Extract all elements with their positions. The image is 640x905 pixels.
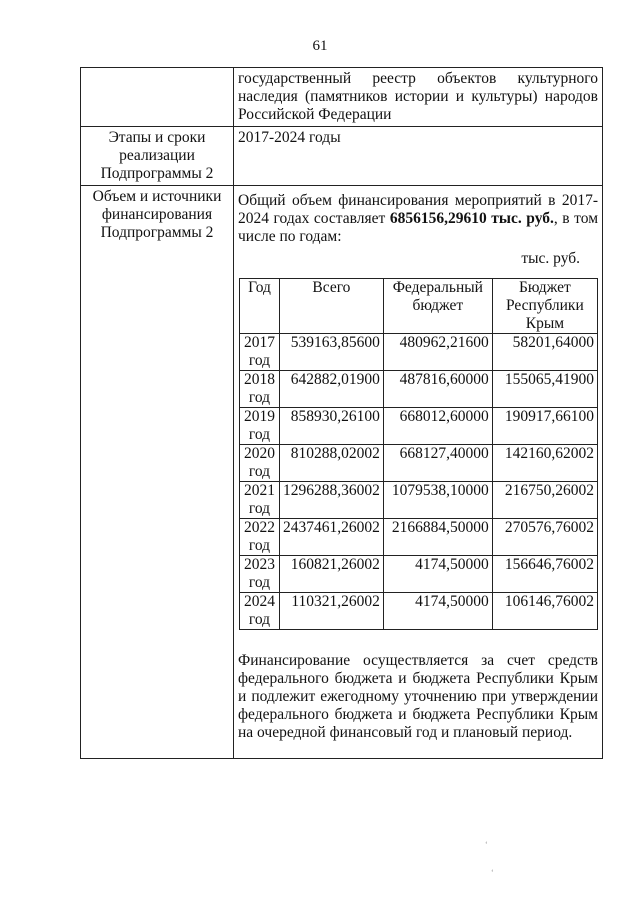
- financing-intro: [238, 188, 598, 246]
- scan-mark: ‘: [485, 840, 488, 849]
- year-cell: 2024 год: [240, 593, 280, 630]
- financing-rows: [240, 334, 598, 630]
- table-row: [240, 556, 598, 593]
- year-cell: 2020 год: [240, 445, 280, 482]
- year-cell: 2017 год: [240, 334, 280, 371]
- scan-mark: ‘: [491, 868, 494, 877]
- table-row: [240, 593, 598, 630]
- passport-table: [80, 67, 603, 759]
- table-row-registry: [81, 68, 603, 127]
- total-cell: 1296288,36002: [280, 482, 384, 519]
- table-row-financing: [81, 186, 603, 759]
- total-cell: 110321,26002: [280, 593, 384, 630]
- total-cell: 858930,26100: [280, 408, 384, 445]
- federal-cell: 1079538,10000: [383, 482, 492, 519]
- header-row: [240, 279, 598, 334]
- federal-cell: 2166884,50000: [383, 519, 492, 556]
- stages-label: Этапы и сроки реализации Подпрограммы 2: [81, 127, 234, 186]
- stages-value: 2017-2024 годы: [234, 127, 603, 186]
- table-row: [240, 408, 598, 445]
- table-row: [240, 445, 598, 482]
- federal-cell: 4174,50000: [383, 593, 492, 630]
- year-cell: 2019 год: [240, 408, 280, 445]
- year-cell: 2023 год: [240, 556, 280, 593]
- units-label: тыс. руб.: [521, 250, 580, 267]
- crimea-cell: 58201,64000: [492, 334, 597, 371]
- header-federal: Федеральный бюджет: [383, 279, 492, 334]
- total-cell: 160821,26002: [280, 556, 384, 593]
- table-row: [240, 371, 598, 408]
- financing-note: Финансирование осуществляется за счет средств федерального бюджета и бюджета Республики Крым и подлежит ежегодному уточнению при утверждении федерального бюджета и бюджета Республики Крым на очередной финансовый год и плановый период.: [238, 652, 598, 741]
- header-total: Всего: [280, 279, 384, 334]
- total-amount: 6856156,29610 тыс. руб.: [389, 210, 554, 227]
- total-cell: 810288,02002: [280, 445, 384, 482]
- crimea-cell: 155065,41900: [492, 371, 597, 408]
- year-cell: 2021 год: [240, 482, 280, 519]
- year-cell: 2022 год: [240, 519, 280, 556]
- federal-cell: 668127,40000: [383, 445, 492, 482]
- crimea-cell: 216750,26002: [492, 482, 597, 519]
- intro-after: , в том числе по годам:: [238, 210, 599, 245]
- table-row: [240, 482, 598, 519]
- federal-cell: 668012,60000: [383, 408, 492, 445]
- crimea-cell: 190917,66100: [492, 408, 597, 445]
- financing-cell: [234, 186, 603, 759]
- intro-before: Общий объем финансирования мероприятий в 2017-2024 годах составляет: [238, 192, 598, 227]
- crimea-cell: 270576,76002: [492, 519, 597, 556]
- total-cell: 642882,01900: [280, 371, 384, 408]
- crimea-cell: 156646,76002: [492, 556, 597, 593]
- federal-cell: 480962,21600: [383, 334, 492, 371]
- total-cell: 539163,85600: [280, 334, 384, 371]
- year-cell: 2018 год: [240, 371, 280, 408]
- table-row: [240, 334, 598, 371]
- table-row: [240, 519, 598, 556]
- crimea-cell: 142160,62002: [492, 445, 597, 482]
- crimea-cell: 106146,76002: [492, 593, 597, 630]
- header-crimea: Бюджет Республики Крым: [492, 279, 597, 334]
- financing-label: Объем и источники финансирования Подпрограммы 2: [81, 186, 234, 759]
- financing-by-year-table: [239, 278, 598, 630]
- total-cell: 2437461,26002: [280, 519, 384, 556]
- header-year: Год: [240, 279, 280, 334]
- registry-text: государственный реестр объектов культурного наследия (памятников истории и культуры) народов Российской Федерации: [234, 68, 603, 127]
- table-row-stages: [81, 127, 603, 186]
- page-number: 61: [312, 38, 328, 54]
- federal-cell: 487816,60000: [383, 371, 492, 408]
- federal-cell: 4174,50000: [383, 556, 492, 593]
- empty-label-cell: [81, 68, 234, 127]
